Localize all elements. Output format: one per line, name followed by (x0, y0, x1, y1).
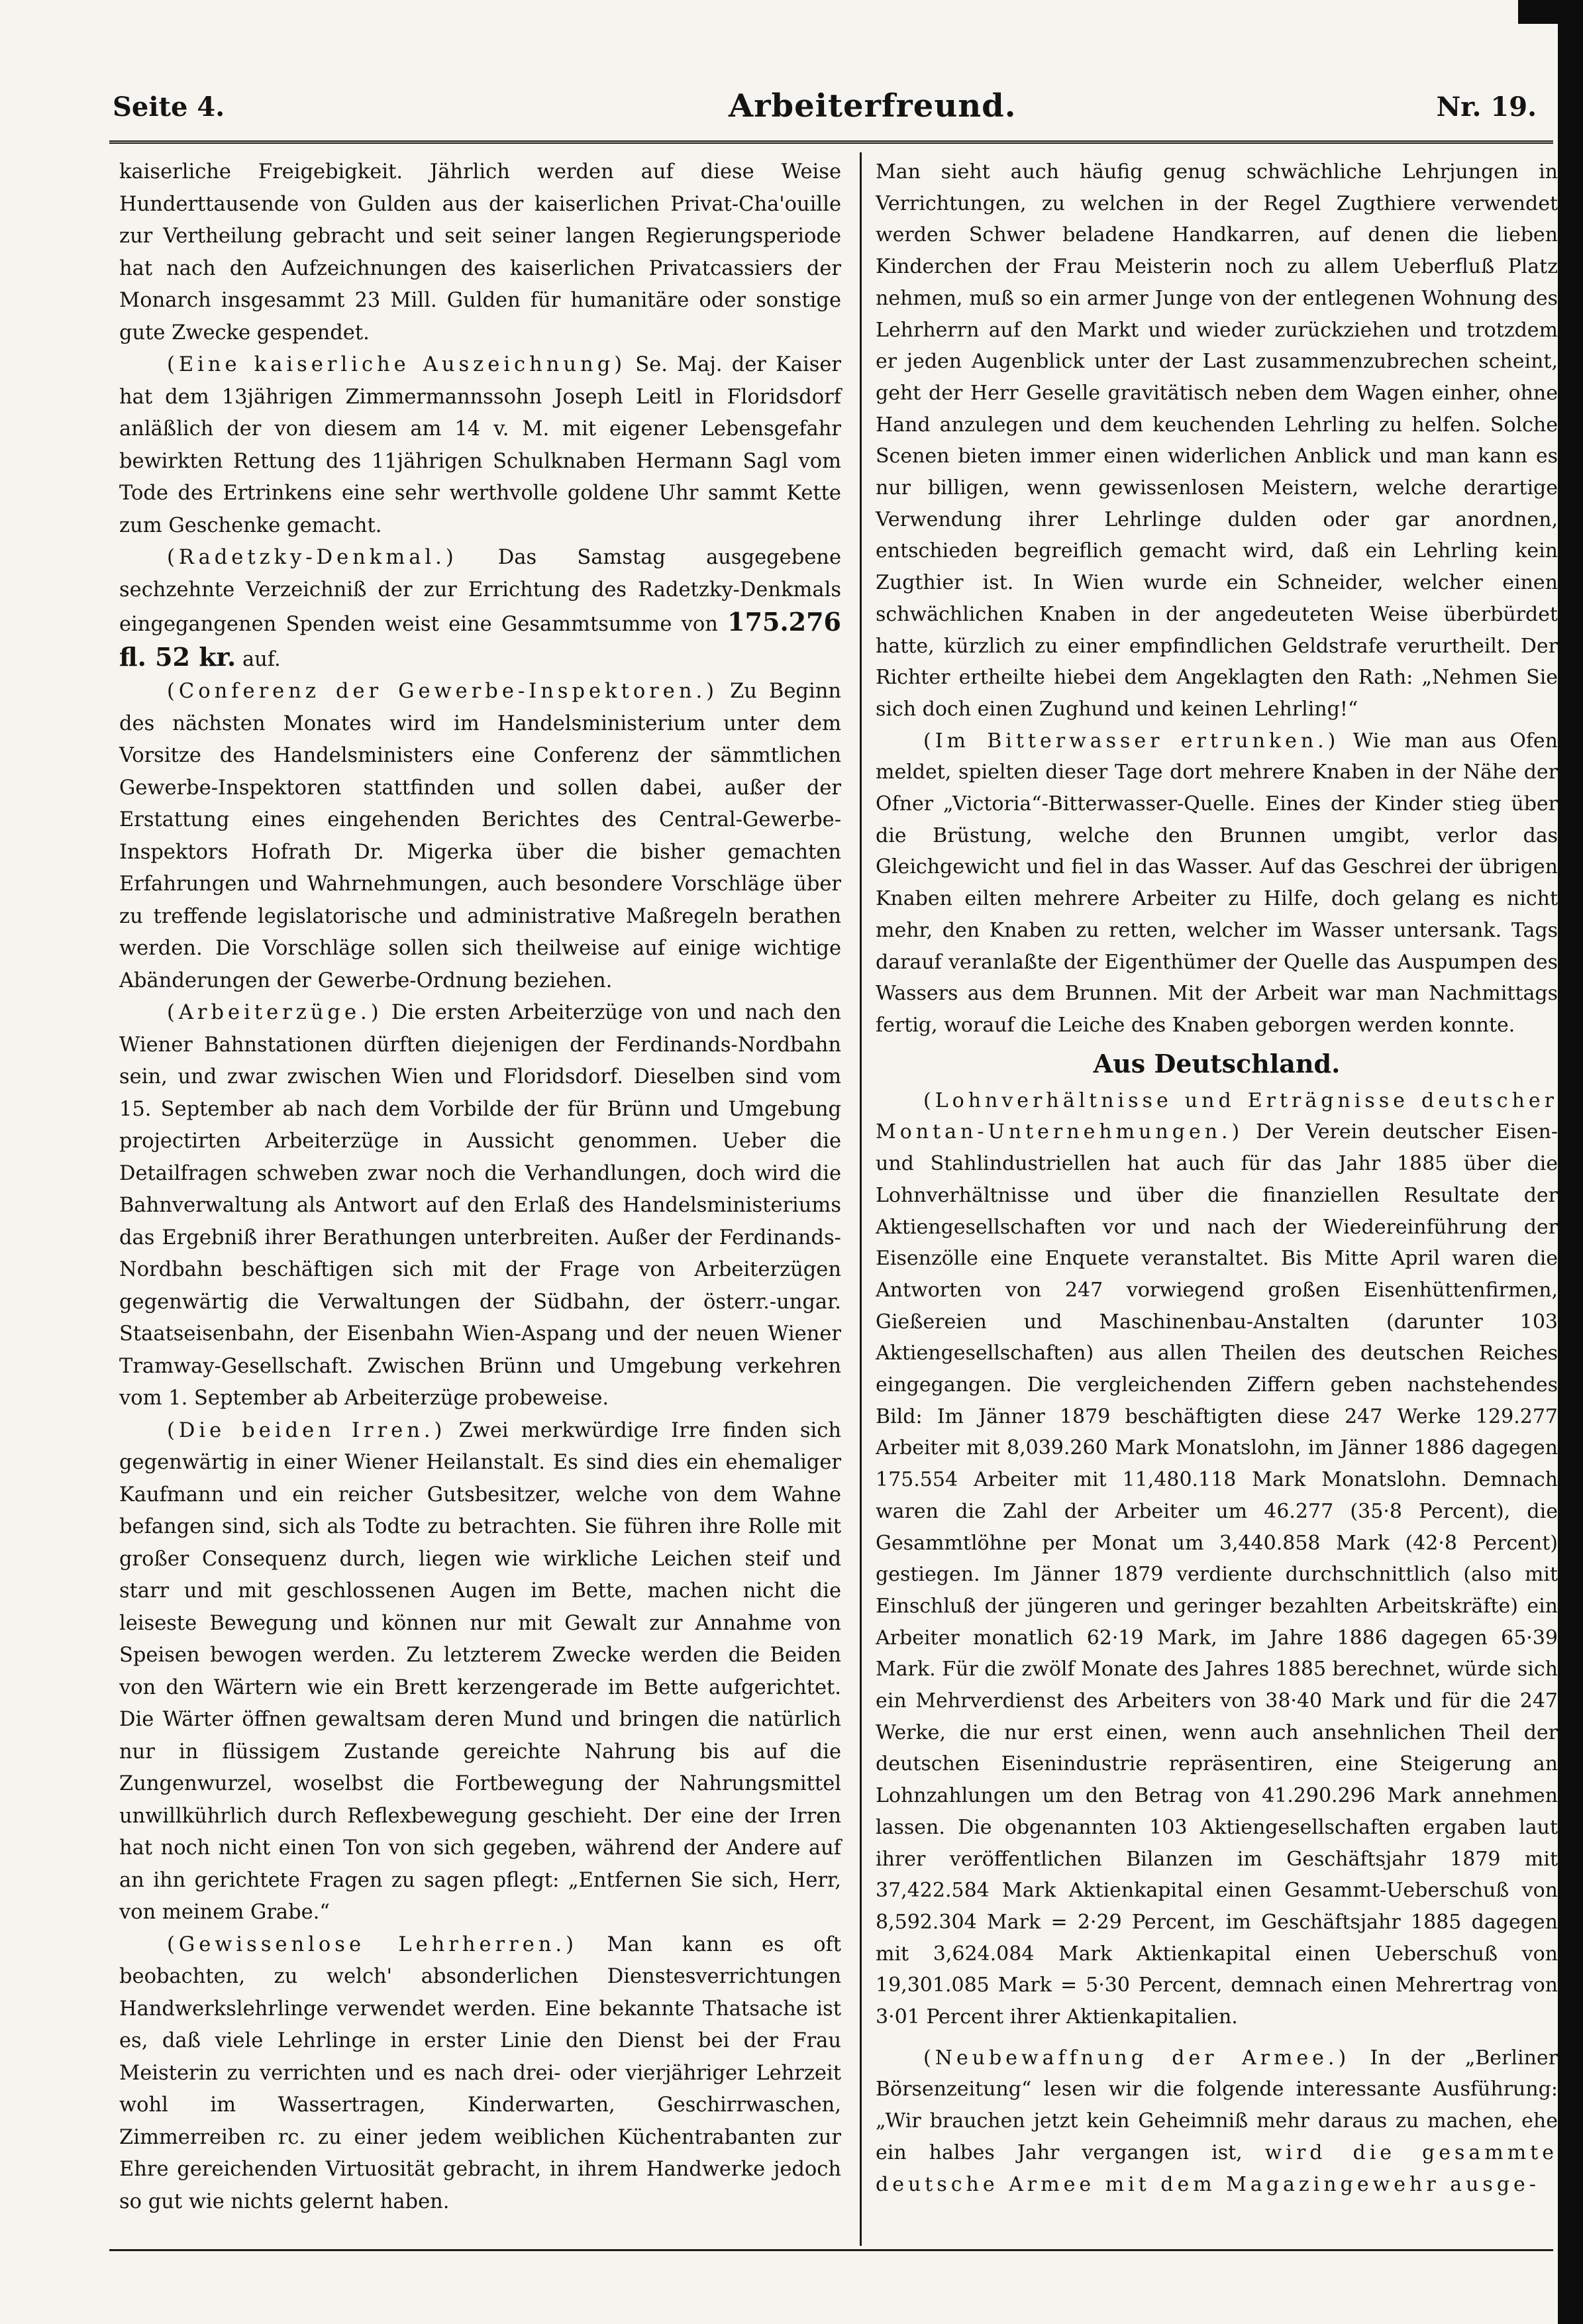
donation-amount: 175.276 fl. 52 kr. (119, 607, 841, 672)
scan-border (1558, 0, 1583, 2324)
article-text: Man sieht auch häufig genug schwächliche Lehrjungen in Verrichtungen, zu welchen in der Regel Zugthiere verwendet werden Schwer beladene Handkarren, auf denen die lieben Kinderchen der Frau Meisterin noch zu allem Ueberfluß Platz nehmen, muß so ein armer Junge von der entlegenen Wohnung des Lehrherrn auf den Markt und wieder zurückziehen und trotzdem er jeden Augenblick unter der Last zusammenzubrechen scheint, geht der Herr Geselle gravitätisch neben dem Wagen einher, ohne Hand anzulegen und dem keuchenden Lehrling zu helfen. Solche Scenen bieten immer einen widerlichen Anblick und man kann es nur billigen, wenn gewissenlosen Meistern, welche derartige Verwendung ihrer Lehrlinge dulden oder gar anordnen, entschieden begreiflich gemacht wird, daß ein Lehrling kein Zugthier ist. In Wien wurde ein Schneider, welcher einen schwächlichen Knaben in der angedeuteten Weise überbürdet hatte, kürzlich zu einer empfindlichen Geldstrafe verurtheilt. Der Richter ertheilte hiebei dem Angeklagten den Rath: „Nehmen Sie sich doch einen Zughund und keinen Lehrling!“ (876, 160, 1558, 721)
header-rule (109, 140, 1553, 144)
article-text: Zwei merkwürdige Irre finden sich gegenwärtig in einer Wiener Heilanstalt. Es sind dies ein ehemaliger Kaufmann und ein reicher Gutsbesitzer, welche von dem Wahne befangen sind, sich als Todte zu betrachten. Sie führen ihre Rolle mit großer Consequenz durch, liegen wie wirkliche Leichen steif und starr und mit geschlossenen Augen im Bette, machen nicht die leiseste Bewegung und können nur mit Gewalt zur Annahme von Speisen bewogen werden. Zu letzterem Zwecke werden die Beiden von den Wärtern wie ein Brett kerzengerade im Bette aufgerichtet. Die Wärter öffnen gewaltsam deren Mund und bringen die natürlich nur in flüssigem Zustande gereichte Nahrung bis auf die Zungenwurzel, woselbst die Fortbewegung der Nahrungsmittel unwillkührlich durch Reflexbewegung geschieht. Der eine der Irren hat noch nicht einen Ton von sich gegeben, während der Andere auf an ihn gerichtete Fragen zu sagen pflegt: „Entfernen Sie sich, Herr, von meinem Grabe.“ (119, 1418, 841, 1924)
article-text: Die ersten Arbeiterzüge von und nach den Wiener Bahnstationen dürften diejenigen der Ferdinands-Nordbahn sein, und zwar zwischen Wien und Floridsdorf. Dieselben sind vom 15. September ab nach dem Vorbilde der für Brünn und Umgebung projectirten Arbeiterzüge in Aussicht genommen. Ueber die Detailfragen schweben zwar noch die Verhandlungen, doch wird die Bahnverwaltung als Antwort auf den Erlaß des Handelsministeriums das Ergebniß ihrer Berathungen unterbreiten. Außer der Ferdinands-Nordbahn beschäftigen sich mit der Frage von Arbeiterzügen gegenwärtig die Verwaltungen der Südbahn, der österr.-ungar. Staatseisenbahn, der Eisenbahn Wien-Aspang und der neuen Wiener Tramway-Gesellschaft. Zwischen Brünn und Umgebung verkehren vom 1. September ab Arbeiterzüge probeweise. (119, 1001, 841, 1410)
article-text: Man kann es oft beobachten, zu welch' absonderlichen Dienstesverrichtungen Handwerkslehrlinge verwendet werden. Eine bekannte Thatsache ist es, daß viele Lehrlinge in erster Linie den Dienst bei der Frau Meisterin zu verrichten und es nach drei- oder vierjähriger Lehrzeit wohl im Wassertragen, Kinderwarten, Geschirrwaschen, Zimmerreiben rc. zu einer jedem weiblichen Küchentrabanten zur Ehre gereichenden Virtuosität gebracht, in ihrem Handwerke jedoch so gut wie nichts gelernt haben. (119, 1932, 841, 2213)
left-column (119, 156, 841, 2218)
article-text-spaced: wird die gesammte deutsche Armee mit dem Magazingewehr ausge- (876, 2140, 1558, 2196)
article-title: (Eine kaiserliche Auszeichnung) (167, 353, 627, 376)
article-text: Der Verein deutscher Eisen- und Stahlindustriellen hat auch für das Jahr 1885 über die Lohnverhältnisse und über die finanziellen Resultate der Aktiengesellschaften vor und nach der Wiedereinführung der Eisenzölle eine Enquete veranstaltet. Bis Mitte April waren die Antworten von 247 vorwiegend großen Eisenhüttenfirmen, Gießereien und Maschinenbau-Anstalten (darunter 103 Aktiengesellschaften) aus allen Theilen des deutschen Reiches eingegangen. Die vergleichenden Ziffern geben nachstehendes Bild: Im Jänner 1879 beschäftigten diese 247 Werke 129.277 Arbeiter mit 8,039.260 Mark Monatslohn, im Jänner 1886 dagegen 175.554 Arbeiter mit 11,480.118 Mark Monatslohn. Demnach waren die Zahl der Arbeiter um 46.277 (35·8 Percent), die Gesammtlöhne per Monat um 3,440.858 Mark (42·8 Percent) gestiegen. Im Jänner 1879 verdiente durchschnittlich (also mit Einschluß der jüngeren und geringer bezahlten Arbeitskräfte) ein Arbeiter monatlich 62·19 Mark, im Jahre 1886 dagegen 65·39 Mark. Für die zwölf Monate des Jahres 1885 berechnet, würde sich ein Mehrverdienst des Arbeiters von 38·40 Mark und für die 247 Werke, die nur erst einen, wenn auch ansehnlichen Theil der deutschen Eisenindustrie repräsentiren, eine Steigerung an Lohnzahlungen um den Betrag von 41.290.296 Mark annehmen lassen. Die obgenannten 103 Aktiengesellschaften ergaben laut ihrer veröffentlichen Bilanzen im Geschäftsjahr 1879 mit 37,422.584 Mark Aktienkapital einen Gesammt-Ueberschuß von 8,592.304 Mark = 2·29 Percent, im Geschäftsjahr 1885 dagegen mit 3,624.084 Mark Aktienkapital einen Ueberschuß von 19,301.085 Mark = 5·30 Percent, demnach einen Mehrertrag von 3·01 Percent ihrer Aktienkapitalien. (876, 1120, 1558, 2029)
article-arbeiterzuege (119, 997, 841, 1415)
article-title: (Lohnverhältnisse und Erträgnisse deutscher Montan-Unternehmungen.) (876, 1088, 1558, 1144)
article-text: Wie man aus Ofen meldet, spielten dieser Tage dort mehrere Knaben in der Nähe der Ofner „Victoria“-Bitterwasser-Quelle. Eines der Kinder stieg über die Brüstung, welche den Brunnen umgibt, verlor das Gleichgewicht und fiel in das Wasser. Auf das Geschrei der übrigen Knaben eilten mehrere Arbeiter zu Hilfe, doch gelang es nicht mehr, den Knaben zu retten, welcher im Wasser untersank. Tags darauf veranlaßte der Eigenthümer der Quelle das Auspumpen des Wassers aus dem Brunnen. Mit der Arbeit war man Nachmittags fertig, worauf die Leiche des Knaben geborgen werden konnte. (876, 729, 1558, 1037)
issue-number: Nr. 19. (1436, 91, 1537, 123)
article-title: (Arbeiterzüge.) (167, 1001, 383, 1024)
article-radetzky (119, 542, 841, 676)
article-auszeichnung (119, 349, 841, 542)
article-conferenz (119, 676, 841, 997)
article-text: Se. Maj. der Kaiser hat dem 13jährigen Zimmermannssohn Joseph Leitl in Floridsdorf anläßlich der von diesem am 14 v. M. mit eigener Lebensgefahr bewirkten Rettung des 11jährigen Schulknaben Hermann Sagl vom Tode des Ertrinkens eine sehr werthvolle goldene Uhr sammt Kette zum Geschenke gemacht. (119, 353, 841, 537)
scan-border-corner (1518, 0, 1558, 24)
newspaper-title: Arbeiterfreund. (729, 87, 1017, 125)
article-bitterwasser (876, 725, 1558, 1041)
article-title: (Die beiden Irren.) (167, 1418, 446, 1442)
article-title: (Im Bitterwasser ertrunken.) (923, 729, 1340, 753)
article-title: (Neubewaffnung der Armee.) (923, 2046, 1351, 2070)
article-text: In der „Berliner Börsenzeitung“ lesen wir die folgende interessante Ausführung: „Wir brauchen jetzt kein Geheimniß mehr daraus zu machen, ehe ein halbes Jahr vergangen ist, (876, 2046, 1558, 2164)
page-number: Seite 4. (113, 91, 225, 123)
article-text: Zu Beginn des nächsten Monates wird im Handelsministerium unter dem Vorsitze des Handelsministers eine Conferenz der sämmtlichen Gewerbe-Inspektoren stattfinden und sollen dabei, außer der Erstattung eines eingehenden Berichtes des Central-Gewerbe-Inspektors Hofrath Dr. Migerka über die bisher gemachten Erfahrungen und Wahrnehmungen, auch besondere Vorschläge über zu treffende legislatorische und administrative Maßregeln berathen werden. Die Vorschläge sollen sich theilweise auf einige wichtige Abänderungen der Gewerbe-Ordnung beziehen. (119, 680, 841, 992)
article-text: auf. (236, 647, 281, 671)
article-lehrherren-continued (876, 156, 1558, 725)
bottom-rule (109, 2249, 1553, 2251)
right-column (876, 156, 1558, 2200)
column-divider (860, 152, 862, 2246)
article-neubewaffnung (876, 2042, 1558, 2201)
article-text: Das Samstag ausgegebene sechzehnte Verzeichniß der zur Errichtung des Radetzky-Denkmals eingegangenen Spenden weist eine Gesammtsumme von (119, 546, 841, 636)
section-heading: Aus Deutschland. (1093, 1048, 1341, 1079)
article-lehrherren (119, 1929, 841, 2219)
article-title: (Conferenz der Gewerbe-Inspektoren.) (167, 680, 719, 703)
article-title: (Radetzky-Denkmal.) (167, 546, 458, 569)
page-header (113, 78, 1550, 138)
article-irren (119, 1415, 841, 1929)
article-freigebigkeit-continued (119, 156, 841, 349)
article-text: kaiserliche Freigebigkeit. Jährlich werden auf diese Weise Hunderttausende von Gulden aus der kaiserlichen Privat-Cha'ouille zur Vertheilung gebracht und seit seiner langen Regierungsperiode hat nach den Aufzeichnungen des kaiserlichen Privatcassiers der Monarch insgesammt 23 Mill. Gulden für humanitäre oder sonstige gute Zwecke gespendet. (119, 160, 841, 344)
article-lohnverhaeltnisse (876, 1085, 1558, 2033)
article-title: (Gewissenlose Lehrherren.) (167, 1932, 578, 1956)
